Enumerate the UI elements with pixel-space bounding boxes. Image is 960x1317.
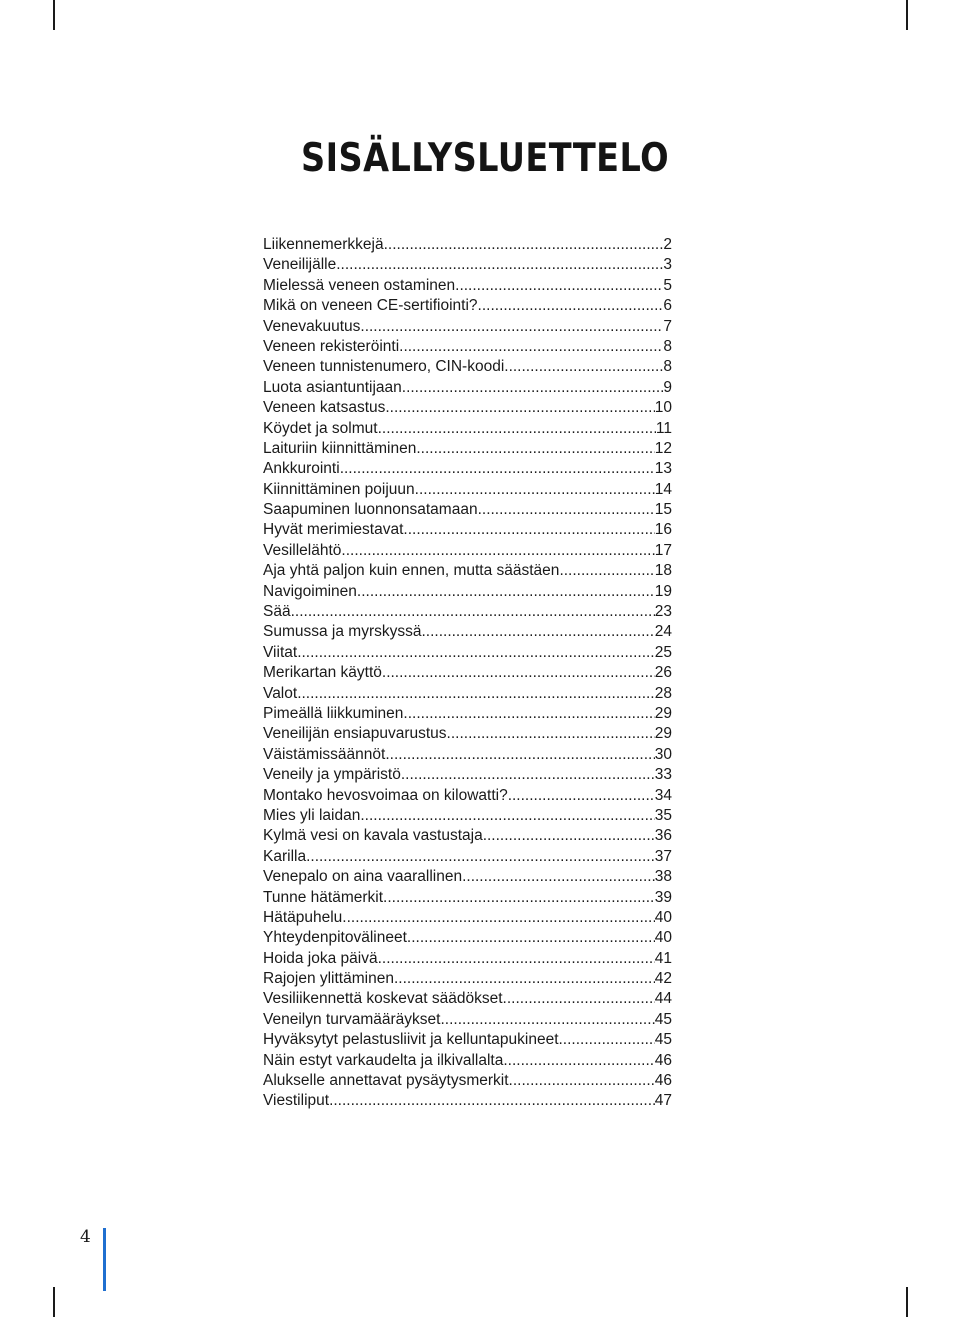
toc-entry[interactable] [263, 255, 672, 275]
toc-entry-title: Pimeällä liikkuminen [263, 704, 404, 722]
toc-dot-leader [415, 480, 655, 500]
toc-entry-page-number: 10 [654, 399, 672, 417]
toc-dot-leader [508, 786, 655, 806]
toc-entry-title: Aja yhtä paljon kuin ennen, mutta säästäen [263, 562, 560, 580]
toc-entry-page-number: 7 [663, 317, 672, 335]
toc-dot-leader [341, 541, 654, 561]
toc-dot-leader [503, 989, 655, 1009]
toc-entry[interactable] [263, 480, 672, 500]
toc-entry[interactable] [263, 928, 672, 948]
toc-entry-title: Veneily ja ympäristö [263, 766, 401, 784]
toc-entry[interactable] [263, 1071, 672, 1091]
crop-mark-top-left [53, 0, 55, 30]
toc-entry[interactable] [263, 459, 672, 479]
toc-dot-leader [421, 622, 654, 642]
toc-entry-page-number: 35 [654, 806, 672, 824]
crop-mark-top-right [906, 0, 908, 30]
toc-entry-title: Rajojen ylittäminen [263, 970, 394, 988]
toc-entry[interactable] [263, 989, 672, 1009]
toc-entry-page-number: 41 [654, 949, 672, 967]
toc-entry-page-number: 29 [654, 725, 672, 743]
toc-dot-leader [306, 847, 655, 867]
toc-entry-page-number: 36 [654, 827, 672, 845]
toc-entry-page-number: 15 [654, 501, 672, 519]
toc-entry[interactable] [263, 561, 672, 581]
toc-dot-leader [357, 582, 655, 602]
toc-entry-title: Näin estyt varkaudelta ja ilkivallalta [263, 1051, 504, 1069]
toc-entry[interactable] [263, 806, 672, 826]
toc-entry-page-number: 13 [654, 460, 672, 478]
page-number: 4 [80, 1227, 91, 1247]
toc-dot-leader [378, 949, 655, 969]
toc-dot-leader [383, 888, 655, 908]
toc-dot-leader [360, 317, 663, 337]
toc-entry-page-number: 28 [654, 684, 672, 702]
toc-dot-leader [407, 928, 655, 948]
toc-entry-title: Kylmä vesi on kavala vastustaja [263, 827, 483, 845]
toc-entry[interactable] [263, 867, 672, 887]
toc-entry-title: Luota asiantuntijaan [263, 378, 402, 396]
table-of-contents [263, 235, 672, 1112]
toc-entry-title: Väistämissäännöt [263, 745, 386, 763]
toc-dot-leader [394, 969, 655, 989]
toc-dot-leader [483, 826, 655, 846]
toc-entry-page-number: 29 [654, 704, 672, 722]
toc-entry[interactable] [263, 847, 672, 867]
toc-entry-page-number: 12 [654, 439, 672, 457]
toc-entry-page-number: 16 [654, 521, 672, 539]
toc-entry-page-number: 19 [654, 582, 672, 600]
toc-entry-title: Merikartan käyttö [263, 664, 382, 682]
toc-entry-page-number: 47 [654, 1092, 672, 1110]
toc-dot-leader [382, 663, 655, 683]
toc-entry-title: Veneilyn turvamääräykset [263, 1010, 441, 1028]
toc-dot-leader [503, 1051, 654, 1071]
toc-entry[interactable] [263, 419, 672, 439]
toc-entry-title: Veneen katsastus [263, 399, 386, 417]
toc-entry-title: Liikennemerkkejä [263, 236, 384, 253]
toc-entry-page-number: 9 [663, 378, 672, 396]
toc-entry-page-number: 26 [654, 664, 672, 682]
toc-entry-title: Alukselle annettavat pysäytysmerkit [263, 1072, 509, 1090]
toc-entry[interactable] [263, 704, 672, 724]
toc-dot-leader [504, 357, 663, 377]
toc-dot-leader [291, 602, 655, 622]
toc-entry[interactable] [263, 1091, 672, 1111]
toc-entry[interactable] [263, 745, 672, 765]
toc-entry-title: Saapuminen luonnonsatamaan [263, 501, 478, 519]
toc-entry-title: Valot [263, 684, 298, 702]
toc-entry-page-number: 44 [654, 990, 672, 1008]
toc-entry-title: Navigoiminen [263, 582, 357, 600]
toc-entry-title: Veneen tunnistenumero, CIN-koodi [263, 358, 505, 376]
toc-entry-page-number: 40 [654, 908, 672, 926]
toc-entry[interactable] [263, 276, 672, 296]
toc-entry[interactable] [263, 439, 672, 459]
toc-entry-title: Vesillelähtö [263, 541, 342, 559]
toc-dot-leader [360, 806, 654, 826]
toc-entry-page-number: 24 [654, 623, 672, 641]
toc-entry-page-number: 39 [654, 888, 672, 906]
toc-entry[interactable] [263, 786, 672, 806]
crop-mark-bottom-left [53, 1287, 55, 1317]
toc-entry-title: Kiinnittäminen poijuun [263, 480, 415, 498]
toc-entry-page-number: 2 [663, 236, 672, 253]
toc-dot-leader [297, 684, 655, 704]
toc-dot-leader [336, 255, 663, 275]
page-title: SISÄLLYSLUETTELO [301, 136, 670, 181]
crop-mark-bottom-right [906, 1287, 908, 1317]
toc-dot-leader [559, 561, 654, 581]
toc-entry[interactable] [263, 602, 672, 622]
toc-dot-leader [416, 439, 654, 459]
toc-dot-leader [478, 500, 655, 520]
toc-dot-leader [297, 643, 655, 663]
toc-dot-leader [329, 1091, 655, 1111]
toc-entry[interactable] [263, 643, 672, 663]
toc-entry-title: Vesiliikennettä koskevat säädökset [263, 990, 503, 1008]
toc-entry-title: Yhteydenpitovälineet [263, 929, 407, 947]
toc-entry-title: Veneilijälle [263, 256, 337, 274]
toc-entry[interactable] [263, 684, 672, 704]
toc-entry-title: Venevakuutus [263, 317, 361, 335]
toc-entry[interactable] [263, 582, 672, 602]
toc-entry[interactable] [263, 398, 672, 418]
toc-entry[interactable] [263, 1030, 672, 1050]
toc-entry-page-number: 34 [654, 786, 672, 804]
toc-dot-leader [403, 520, 654, 540]
toc-entry-page-number: 30 [654, 745, 672, 763]
toc-entry[interactable] [263, 235, 672, 255]
toc-entry[interactable] [263, 765, 672, 785]
toc-entry-page-number: 38 [654, 868, 672, 886]
toc-dot-leader [440, 1010, 654, 1030]
toc-dot-leader [462, 867, 655, 887]
toc-entry-page-number: 46 [654, 1072, 672, 1090]
toc-entry-title: Hoida joka päivä [263, 949, 378, 967]
toc-dot-leader [403, 704, 654, 724]
toc-entry-page-number: 8 [663, 337, 672, 355]
toc-dot-leader [559, 1030, 655, 1050]
toc-entry[interactable] [263, 1010, 672, 1030]
toc-entry[interactable] [263, 357, 672, 377]
toc-dot-leader [509, 1071, 655, 1091]
toc-entry-page-number: 23 [654, 603, 672, 621]
toc-entry-title: Laituriin kiinnittäminen [263, 439, 417, 457]
toc-entry-page-number: 33 [654, 766, 672, 784]
toc-dot-leader [402, 378, 664, 398]
toc-entry[interactable] [263, 969, 672, 989]
toc-entry-title: Veneilijän ensiapuvarustus [263, 725, 447, 743]
toc-entry[interactable] [263, 378, 672, 398]
toc-entry-page-number: 45 [654, 1031, 672, 1049]
toc-entry[interactable] [263, 337, 672, 357]
toc-entry[interactable] [263, 1051, 672, 1071]
toc-entry[interactable] [263, 296, 672, 316]
toc-entry-page-number: 18 [654, 562, 672, 580]
toc-entry-title: Mikä on veneen CE-sertifiointi? [263, 297, 478, 315]
toc-entry-page-number: 46 [654, 1051, 672, 1069]
toc-entry[interactable] [263, 622, 672, 642]
toc-dot-leader [342, 908, 654, 928]
toc-dot-leader [401, 765, 655, 785]
toc-entry-page-number: 45 [654, 1010, 672, 1028]
toc-entry-title: Hätäpuhelu [263, 908, 343, 926]
toc-entry[interactable] [263, 663, 672, 683]
toc-entry[interactable] [263, 888, 672, 908]
toc-entry-page-number: 8 [663, 358, 672, 376]
toc-entry-title: Veneen rekisteröinti [263, 337, 400, 355]
toc-entry-title: Karilla [263, 847, 307, 865]
toc-entry-page-number: 42 [654, 970, 672, 988]
toc-entry-title: Montako hevosvoimaa on kilowatti? [263, 786, 508, 804]
toc-entry-title: Sumussa ja myrskyssä [263, 623, 422, 641]
toc-dot-leader [478, 296, 664, 316]
toc-entry-title: Köydet ja solmut [263, 419, 378, 437]
toc-entry[interactable] [263, 724, 672, 744]
toc-entry[interactable] [263, 520, 672, 540]
toc-entry[interactable] [263, 541, 672, 561]
toc-entry-title: Viitat [263, 643, 298, 661]
toc-entry-page-number: 17 [654, 541, 672, 559]
toc-entry-page-number: 5 [663, 276, 672, 294]
toc-entry[interactable] [263, 908, 672, 928]
toc-entry-title: Hyväksytyt pelastusliivit ja kelluntapukineet [263, 1031, 559, 1049]
toc-entry-page-number: 3 [663, 256, 672, 274]
toc-dot-leader [378, 419, 656, 439]
toc-dot-leader [384, 235, 664, 255]
toc-dot-leader [455, 276, 663, 296]
toc-entry-title: Viestiliput [263, 1092, 330, 1110]
toc-entry-title: Ankkurointi [263, 460, 340, 478]
toc-entry[interactable] [263, 826, 672, 846]
toc-entry[interactable] [263, 949, 672, 969]
toc-entry[interactable] [263, 317, 672, 337]
toc-dot-leader [340, 459, 655, 479]
toc-entry[interactable] [263, 500, 672, 520]
toc-dot-leader [399, 337, 663, 357]
toc-entry-page-number: 14 [654, 480, 672, 498]
toc-entry-page-number: 6 [663, 297, 672, 315]
toc-entry-page-number: 37 [654, 847, 672, 865]
toc-dot-leader [385, 398, 654, 418]
toc-entry-title: Mielessä veneen ostaminen [263, 276, 456, 294]
toc-entry-title: Sää [263, 603, 291, 621]
page-number-accent-bar [103, 1228, 106, 1291]
toc-entry-page-number: 25 [654, 643, 672, 661]
toc-entry-page-number: 40 [654, 929, 672, 947]
toc-entry-page-number: 11 [655, 419, 672, 437]
toc-entry-title: Venepalo on aina vaarallinen [263, 868, 463, 886]
toc-entry-title: Mies yli laidan [263, 806, 361, 824]
toc-dot-leader [385, 745, 654, 765]
toc-entry-title: Hyvät merimiestavat [263, 521, 404, 539]
toc-dot-leader [447, 724, 655, 744]
toc-entry-title: Tunne hätämerkit [263, 888, 384, 906]
